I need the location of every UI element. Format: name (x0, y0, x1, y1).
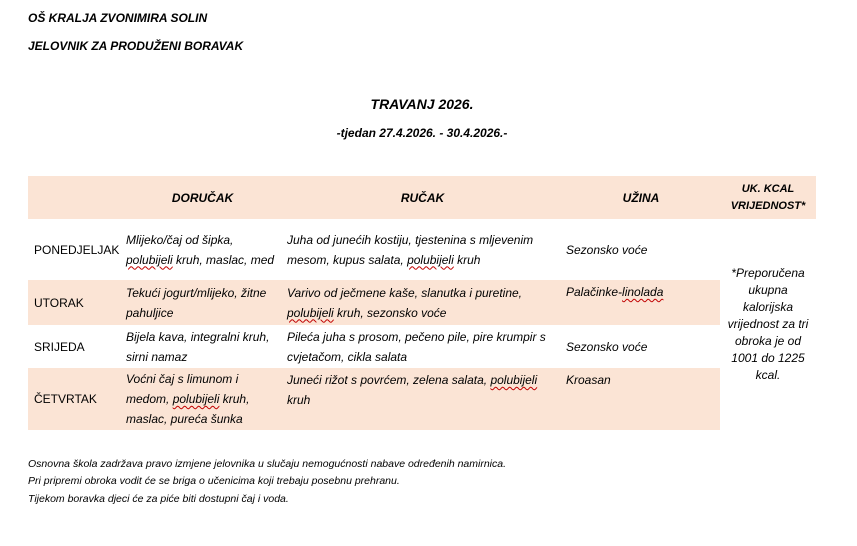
week-range: -tjedan 27.4.2026. - 30.4.2026.- (336, 126, 508, 140)
meal-text: Voćni čaj s limunom i medom, (126, 372, 239, 406)
meal-text: Juha od junećih kostiju, tjestenina s mljevenim mesom, kupus salata, (287, 232, 534, 267)
snack-cell (562, 368, 720, 430)
meal-text-flagged: polubijeli (407, 252, 454, 267)
table-row (28, 325, 816, 368)
footnote: Tijekom boravka djeci će za piće biti dostupni čaj i voda. (28, 493, 289, 505)
snack-cell (562, 325, 720, 368)
breakfast-cell (122, 368, 283, 430)
meal-text: Kroasan (566, 373, 611, 387)
lunch-cell (283, 219, 562, 280)
meal-text: Tekući jogurt/mlijeko, žitne pahuljice (126, 285, 267, 320)
menu-table (28, 176, 816, 430)
table-row (28, 368, 816, 430)
school-name: OŠ KRALJA ZVONIMIRA SOLIN (28, 11, 208, 25)
header-snack: UŽINA (562, 176, 720, 219)
meal-text-flagged: polubijeli (490, 373, 538, 387)
kcal-note: *Preporučena ukupna kalorijska vrijednost za tri obroka je od 1001 do 1225 kcal. (720, 219, 816, 430)
meal-text: kruh (287, 393, 311, 407)
table-row (28, 219, 816, 280)
meal-text: Sezonsko voće (566, 242, 648, 257)
day-label: UTORAK (34, 295, 84, 310)
meal-text: kruh (453, 252, 481, 267)
day-label: SRIJEDA (34, 339, 85, 354)
meal-text: kruh, sezonsko voće (333, 305, 447, 320)
header-empty-cell (28, 176, 122, 219)
breakfast-cell (122, 280, 283, 325)
meal-text-flagged: polubijeli (287, 305, 334, 320)
table-header-row (28, 176, 816, 219)
meal-text-flagged: polubijeli (172, 392, 220, 406)
snack-cell (562, 280, 720, 325)
meal-text: kruh, maslac, pureća šunka (126, 392, 250, 426)
lunch-cell (283, 368, 562, 430)
day-label: PONEDJELJAK (34, 242, 120, 257)
meal-text: Varivo od ječmene kaše, slanutka i puretine, (287, 285, 523, 300)
meal-text: Palačinke- (566, 285, 623, 299)
breakfast-cell (122, 325, 283, 368)
meal-text-flagged: linolada (622, 285, 664, 299)
meal-text: Sezonsko voće (566, 339, 648, 354)
header-lunch: RUČAK (283, 176, 562, 219)
breakfast-cell (122, 219, 283, 280)
lunch-cell (283, 325, 562, 368)
document-subtitle: JELOVNIK ZA PRODUŽENI BORAVAK (28, 39, 244, 53)
meal-text: kruh, maslac, med (172, 252, 275, 267)
footnote: Pri pripremi obroka vodit će se briga o učenicima koji trebaju posebnu prehranu. (28, 475, 400, 487)
meal-text: Bijela kava, integralni kruh, sirni namaz (126, 329, 270, 364)
footnote: Osnovna škola zadržava pravo izmjene jelovnika u slučaju nemogućnosti nabave određenih namirnica. (28, 458, 507, 470)
header-breakfast: DORUČAK (122, 176, 283, 219)
table-row (28, 280, 816, 325)
header-kcal: UK. KCAL VRIJEDNOST* (720, 176, 816, 219)
lunch-cell (283, 280, 562, 325)
meal-text-flagged: polubijeli (126, 252, 173, 267)
meal-text: Pileća juha s prosom, pečeno pile, pire krumpir s cvjetačom, cikla salata (287, 329, 546, 364)
meal-text: Mlijeko/čaj od šipka, (126, 232, 234, 247)
month-title: TRAVANJ 2026. (370, 96, 474, 112)
day-label: ČETVRTAK (34, 392, 97, 406)
snack-cell (562, 219, 720, 280)
meal-text: Juneći rižot s povrćem, zelena salata, (287, 373, 491, 387)
